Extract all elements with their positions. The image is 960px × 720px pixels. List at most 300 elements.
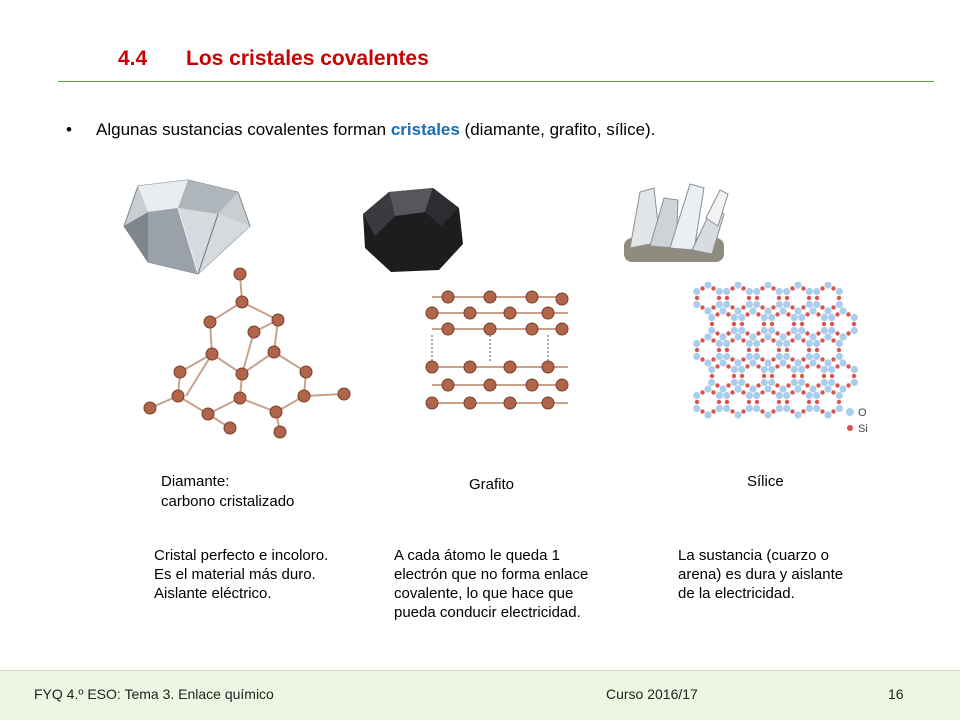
oxygen-atom	[794, 385, 801, 392]
silicon-atom	[760, 286, 764, 290]
silicon-atom	[717, 400, 721, 404]
silicon-atom	[801, 305, 805, 309]
silicon-atom	[830, 322, 834, 326]
desc-line: electrón que no forma enlace	[394, 566, 589, 583]
oxygen-atom	[708, 366, 715, 373]
silicon-atom	[846, 383, 850, 387]
silicon-atom	[771, 305, 775, 309]
silicon-atom	[831, 286, 835, 290]
silicon-atom	[792, 322, 796, 326]
oxygen-atom	[719, 307, 726, 314]
oxygen-atom	[704, 411, 711, 418]
oxygen-atom	[753, 340, 760, 347]
oxygen-atom	[851, 366, 858, 373]
oxygen-atom	[734, 411, 741, 418]
silicon-atom	[711, 286, 715, 290]
silicon-atom	[747, 348, 751, 352]
silicon-atom	[777, 348, 781, 352]
silicon-atom	[730, 305, 734, 309]
silicon-atom	[837, 296, 841, 300]
silicon-atom	[732, 374, 736, 378]
oxygen-atom	[779, 385, 786, 392]
silicon-atom	[785, 348, 789, 352]
oxygen-atom	[761, 366, 768, 373]
legend-silicon-dot	[847, 425, 853, 431]
oxygen-atom	[719, 333, 726, 340]
desc-line: covalente, lo que hace que	[394, 585, 574, 602]
oxygen-atom	[704, 359, 711, 366]
oxygen-atom	[776, 392, 783, 399]
silicon-atom	[771, 357, 775, 361]
oxygen-atom	[768, 327, 775, 334]
oxygen-atom	[813, 340, 820, 347]
oxygen-atom	[824, 411, 831, 418]
oxygen-atom	[821, 327, 828, 334]
silicon-atom	[700, 390, 704, 394]
silicon-atom	[790, 357, 794, 361]
oxygen-atom	[839, 385, 846, 392]
silicon-atom	[725, 296, 729, 300]
silicon-atom	[730, 409, 734, 413]
silicon-atom	[711, 338, 715, 342]
legend-oxygen-dot	[846, 408, 854, 416]
silicon-atom	[775, 331, 779, 335]
silicon-atom	[835, 312, 839, 316]
silicon-atom	[805, 364, 809, 368]
caption-diamond-line1: Diamante:	[161, 473, 230, 490]
oxygen-atom	[828, 327, 835, 334]
silicon-atom	[786, 383, 790, 387]
oxygen-atom	[851, 314, 858, 321]
oxygen-atom	[723, 392, 730, 399]
silicon-atom	[710, 322, 714, 326]
silicon-atom	[831, 357, 835, 361]
silicon-atom	[726, 312, 730, 316]
section-title: Los cristales covalentes	[186, 47, 429, 70]
silicon-atom	[711, 409, 715, 413]
oxygen-atom	[693, 353, 700, 360]
oxygen-atom	[824, 282, 831, 289]
silicon-atom	[726, 364, 730, 368]
bullet-marker: •	[66, 120, 72, 139]
silicon-atom	[770, 374, 774, 378]
oxygen-atom	[794, 359, 801, 366]
desc-line: Aislante eléctrico.	[154, 585, 272, 602]
oxygen-atom	[753, 392, 760, 399]
silicon-atom	[852, 322, 856, 326]
silicon-atom	[745, 312, 749, 316]
oxygen-atom	[716, 340, 723, 347]
oxygen-atom	[798, 314, 805, 321]
oxygen-atom	[749, 359, 756, 366]
silicon-atom	[837, 400, 841, 404]
desc-line: Es el material más duro.	[154, 566, 316, 583]
silicon-atom	[715, 312, 719, 316]
oxygen-atom	[824, 333, 831, 340]
oxygen-atom	[813, 405, 820, 412]
silicon-atom	[801, 338, 805, 342]
oxygen-atom	[828, 366, 835, 373]
silicon-atom	[760, 338, 764, 342]
oxygen-atom	[794, 307, 801, 314]
silicon-atom	[846, 312, 850, 316]
desc-line: La sustancia (cuarzo o	[678, 547, 829, 564]
silicon-atom	[801, 409, 805, 413]
oxygen-atom	[749, 385, 756, 392]
oxygen-atom	[783, 288, 790, 295]
oxygen-atom	[746, 301, 753, 308]
oxygen-atom	[821, 314, 828, 321]
oxygen-atom	[779, 359, 786, 366]
silicon-atom	[700, 338, 704, 342]
silicon-atom	[715, 383, 719, 387]
silicon-atom	[801, 357, 805, 361]
silicon-atom	[820, 338, 824, 342]
oxygen-atom	[704, 385, 711, 392]
oxygen-atom	[836, 353, 843, 360]
silicon-atom	[760, 390, 764, 394]
silicon-atom	[785, 296, 789, 300]
silicon-atom	[700, 286, 704, 290]
oxygen-atom	[824, 307, 831, 314]
silicon-atom	[725, 400, 729, 404]
silicon-atom	[800, 322, 804, 326]
oxygen-atom	[839, 359, 846, 366]
silicon-atom	[730, 286, 734, 290]
oxygen-atom	[783, 340, 790, 347]
diamond-structure	[130, 262, 360, 444]
silicon-atom	[730, 357, 734, 361]
silicon-atom	[835, 331, 839, 335]
oxygen-atom	[813, 392, 820, 399]
oxygen-atom	[749, 307, 756, 314]
silicon-atom	[820, 390, 824, 394]
silicon-atom	[831, 305, 835, 309]
footer-year: Curso 2016/17	[606, 686, 698, 702]
silicon-atom	[852, 374, 856, 378]
oxygen-atom	[776, 340, 783, 347]
oxygen-atom	[716, 405, 723, 412]
oxygen-atom	[731, 366, 738, 373]
oxygen-atom	[749, 333, 756, 340]
silicon-atom	[820, 409, 824, 413]
oxygen-atom	[761, 379, 768, 386]
silicon-atom	[805, 312, 809, 316]
oxygen-atom	[719, 359, 726, 366]
oxygen-atom	[776, 353, 783, 360]
oxygen-atom	[768, 379, 775, 386]
silicon-atom	[695, 296, 699, 300]
silicon-atom	[740, 374, 744, 378]
oxygen-atom	[708, 314, 715, 321]
oxygen-atom	[798, 379, 805, 386]
silicon-atom	[745, 331, 749, 335]
oxygen-atom	[753, 405, 760, 412]
oxygen-atom	[723, 340, 730, 347]
silicon-atom	[792, 374, 796, 378]
silicon-atom	[771, 338, 775, 342]
oxygen-atom	[794, 411, 801, 418]
oxygen-atom	[806, 353, 813, 360]
title-divider	[58, 81, 934, 82]
silicon-atom	[786, 364, 790, 368]
silicon-atom	[771, 409, 775, 413]
silicon-atom	[777, 400, 781, 404]
silicon-atom	[801, 390, 805, 394]
silicon-atom	[815, 348, 819, 352]
section-number: 4.4	[118, 47, 148, 70]
oxygen-atom	[738, 314, 745, 321]
oxygen-atom	[693, 288, 700, 295]
silicon-atom	[775, 312, 779, 316]
oxygen-atom	[824, 359, 831, 366]
oxygen-atom	[836, 288, 843, 295]
caption-diamond-line2: carbono cristalizado	[161, 493, 295, 510]
oxygen-atom	[716, 301, 723, 308]
oxygen-atom	[806, 405, 813, 412]
silicon-atom	[805, 383, 809, 387]
silicon-atom	[747, 296, 751, 300]
silicon-atom	[846, 331, 850, 335]
silicon-atom	[831, 338, 835, 342]
silicon-atom	[695, 400, 699, 404]
oxygen-atom	[836, 340, 843, 347]
silicon-atom	[831, 390, 835, 394]
silicon-atom	[786, 331, 790, 335]
silicon-atom	[775, 383, 779, 387]
silicon-atom	[747, 400, 751, 404]
silicon-atom	[786, 312, 790, 316]
description-graphite	[394, 546, 588, 622]
silicon-atom	[762, 374, 766, 378]
silicon-atom	[741, 286, 745, 290]
silicon-atom	[715, 331, 719, 335]
oxygen-atom	[798, 366, 805, 373]
oxygen-atom	[806, 392, 813, 399]
silicon-atom	[756, 364, 760, 368]
oxygen-atom	[693, 340, 700, 347]
oxygen-atom	[723, 353, 730, 360]
silicon-atom	[816, 364, 820, 368]
oxygen-atom	[839, 307, 846, 314]
silicon-atom	[807, 400, 811, 404]
silicon-atom	[741, 305, 745, 309]
oxygen-atom	[813, 353, 820, 360]
oxygen-atom	[806, 301, 813, 308]
silicon-atom	[730, 390, 734, 394]
footer-page-number: 16	[888, 686, 904, 702]
oxygen-atom	[693, 405, 700, 412]
desc-line: de la electricidad.	[678, 585, 795, 602]
oxygen-atom	[806, 340, 813, 347]
description-diamond	[154, 546, 328, 603]
oxygen-atom	[764, 333, 771, 340]
oxygen-atom	[851, 327, 858, 334]
oxygen-atom	[821, 379, 828, 386]
silicon-atom	[711, 357, 715, 361]
oxygen-atom	[839, 333, 846, 340]
silicon-atom	[790, 338, 794, 342]
oxygen-atom	[768, 366, 775, 373]
silicon-atom	[741, 338, 745, 342]
silicon-atom	[730, 338, 734, 342]
silicon-atom	[790, 390, 794, 394]
silicon-atom	[771, 286, 775, 290]
oxygen-atom	[828, 379, 835, 386]
oxygen-atom	[783, 392, 790, 399]
silicon-atom	[710, 374, 714, 378]
oxygen-atom	[791, 314, 798, 321]
oxygen-atom	[794, 333, 801, 340]
oxygen-atom	[734, 333, 741, 340]
desc-line: arena) es dura y aislante	[678, 566, 844, 583]
oxygen-atom	[791, 327, 798, 334]
oxygen-atom	[783, 301, 790, 308]
silicon-atom	[725, 348, 729, 352]
silicon-atom	[816, 331, 820, 335]
silicon-atom	[741, 357, 745, 361]
oxygen-atom	[731, 314, 738, 321]
oxygen-atom	[824, 385, 831, 392]
oxygen-atom	[791, 366, 798, 373]
silicon-atom	[835, 364, 839, 368]
oxygen-atom	[809, 307, 816, 314]
oxygen-atom	[704, 333, 711, 340]
silicon-atom	[790, 409, 794, 413]
silicon-atom	[822, 374, 826, 378]
silicon-atom	[715, 364, 719, 368]
caption-diamond	[161, 472, 294, 512]
bullet-highlight: cristales	[390, 120, 460, 139]
oxygen-atom	[719, 385, 726, 392]
silicon-atom	[756, 383, 760, 387]
bullet-point	[66, 120, 655, 140]
graphite-photo	[355, 186, 467, 274]
silica-photo	[620, 178, 732, 266]
oxygen-atom	[836, 405, 843, 412]
silicon-atom	[777, 296, 781, 300]
caption-graphite: Grafito	[469, 476, 515, 493]
oxygen-atom	[776, 288, 783, 295]
silicon-atom	[717, 348, 721, 352]
silicon-atom	[790, 286, 794, 290]
oxygen-atom	[746, 340, 753, 347]
oxygen-atom	[731, 327, 738, 334]
silicon-atom	[816, 312, 820, 316]
oxygen-atom	[764, 307, 771, 314]
oxygen-atom	[791, 379, 798, 386]
legend-silicon-label: Si	[858, 423, 868, 435]
silicon-atom	[700, 409, 704, 413]
bullet-text-after: (diamante, grafito, sílice).	[459, 120, 656, 139]
oxygen-atom	[783, 405, 790, 412]
silicon-atom	[822, 322, 826, 326]
silicon-atom	[755, 296, 759, 300]
silicon-atom	[805, 331, 809, 335]
silicon-atom	[760, 305, 764, 309]
silicon-atom	[726, 383, 730, 387]
silicon-atom	[717, 296, 721, 300]
silicon-atom	[800, 374, 804, 378]
oxygen-atom	[723, 288, 730, 295]
oxygen-atom	[764, 359, 771, 366]
silicon-atom	[775, 364, 779, 368]
oxygen-atom	[746, 288, 753, 295]
oxygen-atom	[704, 282, 711, 289]
oxygen-atom	[761, 327, 768, 334]
oxygen-atom	[794, 282, 801, 289]
silicon-atom	[695, 348, 699, 352]
oxygen-atom	[851, 379, 858, 386]
oxygen-atom	[734, 385, 741, 392]
silicon-atom	[807, 296, 811, 300]
oxygen-atom	[836, 301, 843, 308]
silicon-atom	[745, 383, 749, 387]
oxygen-atom	[798, 327, 805, 334]
oxygen-atom	[716, 353, 723, 360]
oxygen-atom	[746, 392, 753, 399]
oxygen-atom	[738, 327, 745, 334]
silicon-atom	[837, 348, 841, 352]
oxygen-atom	[753, 353, 760, 360]
silicon-atom	[820, 357, 824, 361]
oxygen-atom	[776, 301, 783, 308]
silicon-atom	[790, 305, 794, 309]
silicon-atom	[760, 357, 764, 361]
silicon-atom	[820, 305, 824, 309]
silicon-atom	[815, 296, 819, 300]
oxygen-atom	[693, 392, 700, 399]
oxygen-atom	[753, 288, 760, 295]
oxygen-atom	[723, 301, 730, 308]
oxygen-atom	[836, 392, 843, 399]
oxygen-atom	[764, 385, 771, 392]
oxygen-atom	[734, 282, 741, 289]
silicon-atom	[755, 400, 759, 404]
oxygen-atom	[716, 288, 723, 295]
silicon-atom	[815, 400, 819, 404]
oxygen-atom	[704, 307, 711, 314]
silicon-atom	[756, 312, 760, 316]
footer-course: FYQ 4.º ESO: Tema 3. Enlace químico	[34, 686, 274, 702]
silicon-atom	[846, 364, 850, 368]
oxygen-atom	[746, 405, 753, 412]
silicon-atom	[700, 305, 704, 309]
desc-line: A cada átomo le queda 1	[394, 547, 560, 564]
oxygen-atom	[813, 301, 820, 308]
oxygen-atom	[761, 314, 768, 321]
desc-line: pueda conducir electricidad.	[394, 604, 581, 621]
oxygen-atom	[738, 366, 745, 373]
silicon-atom	[732, 322, 736, 326]
silicon-atom	[726, 331, 730, 335]
silicon-atom	[830, 374, 834, 378]
caption-silica: Sílice	[747, 473, 784, 490]
silica-atoms	[693, 282, 858, 419]
oxygen-atom	[716, 392, 723, 399]
oxygen-atom	[779, 307, 786, 314]
silicon-atom	[700, 357, 704, 361]
desc-line: Cristal perfecto e incoloro.	[154, 547, 329, 564]
silicon-atom	[740, 322, 744, 326]
oxygen-atom	[708, 327, 715, 334]
oxygen-atom	[809, 333, 816, 340]
slide-title	[118, 47, 429, 71]
oxygen-atom	[764, 282, 771, 289]
oxygen-atom	[753, 301, 760, 308]
oxygen-atom	[821, 366, 828, 373]
graphite-structure	[418, 285, 578, 425]
